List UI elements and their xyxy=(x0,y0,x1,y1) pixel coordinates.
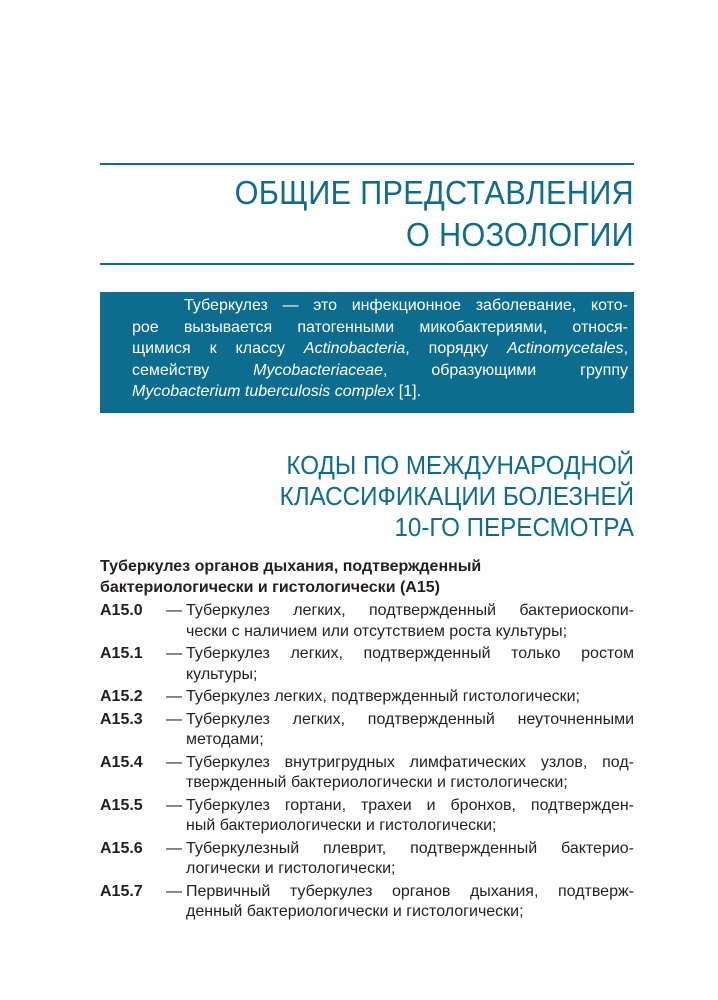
code-description-line: методами; xyxy=(186,731,264,748)
definition-line-1: Туберкулез — это инфекционное заболевание, кото- xyxy=(184,297,628,314)
code-id: A15.1 xyxy=(100,645,143,662)
taxon-order: Actinomycetales xyxy=(507,340,624,358)
code-id: A15.7 xyxy=(100,882,143,900)
code-description xyxy=(186,644,634,685)
group-heading-line-1: Туберкулез органов дыхания, подтвержденный xyxy=(100,558,482,575)
code-description-line: Туберкулез внутригрудных лимфатических узлов, под- xyxy=(186,753,634,771)
code-description-line: денный бактериологически и гистологически; xyxy=(186,903,524,920)
code-description-line: Туберкулезный плеврит, подтвержденный бактерио- xyxy=(186,839,634,857)
code-description-line: чески с наличием или отсутствием роста культуры; xyxy=(186,622,568,640)
section-top-rule xyxy=(100,163,634,165)
section-bottom-rule xyxy=(100,263,634,265)
definition-line-3 xyxy=(132,338,628,360)
definition-text: семейству xyxy=(132,361,254,379)
definition-text: , образующими группу xyxy=(382,361,628,379)
taxon-complex: Mycobacterium tuberculosis complex xyxy=(132,383,395,401)
code-id: A15.2 xyxy=(100,688,143,705)
code-entry xyxy=(100,687,634,708)
code-entry xyxy=(100,644,634,685)
code-description xyxy=(186,882,634,923)
taxon-class: Actinobacteria xyxy=(303,340,406,358)
definition-line-4 xyxy=(132,360,628,382)
code-dash: — xyxy=(166,688,182,705)
code-description xyxy=(186,710,634,751)
codes-section-title xyxy=(132,450,634,543)
group-heading xyxy=(100,556,634,598)
code-id: A15.0 xyxy=(100,602,143,619)
code-description xyxy=(186,753,634,794)
code-id: A15.6 xyxy=(100,839,143,857)
code-dash: — xyxy=(166,839,182,857)
code-description-line: Первичный туберкулез органов дыхания, подтверж- xyxy=(186,882,634,900)
definition-text: щимися к классу xyxy=(132,340,304,358)
code-dash: — xyxy=(166,710,182,728)
code-description xyxy=(186,601,634,642)
definition-line-5 xyxy=(132,381,628,403)
codes-title-line-2: КЛАССИФИКАЦИИ БОЛЕЗНЕЙ xyxy=(279,481,634,511)
code-id: A15.5 xyxy=(100,796,143,814)
section-title-line-1: ОБЩИЕ ПРЕДСТАВЛЕНИЯ xyxy=(234,174,634,211)
definition-text: , порядку xyxy=(405,340,508,358)
code-description xyxy=(186,687,634,708)
code-dash: — xyxy=(166,602,182,619)
code-description-line: культуры; xyxy=(186,665,258,683)
codes-title-line-3: 10-ГО ПЕРЕСМОТРА xyxy=(394,512,634,542)
definition-reference: [1]. xyxy=(394,383,422,401)
code-description-line: Туберкулез легких, подтвержденный гистологически; xyxy=(186,688,580,705)
definition-line-2: рое вызывается патогенными микобактериями, относя- xyxy=(132,318,628,336)
code-description-line: ный бактериологически и гистологически; xyxy=(186,817,497,834)
code-description-line: Туберкулез гортани, трахеи и бронхов, подтвержден- xyxy=(186,796,634,814)
section-title xyxy=(132,172,634,256)
code-description-line: Туберкулез легких, подтвержденный неуточненными xyxy=(186,710,634,728)
code-description-line: логически и гистологически; xyxy=(186,860,396,877)
code-description-line: Туберкулез легких, подтвержденный бактериоскопи- xyxy=(186,602,634,619)
code-entry xyxy=(100,882,634,923)
group-heading-line-2: бактериологически и гистологически (A15) xyxy=(100,579,440,596)
code-entry xyxy=(100,753,634,794)
code-entry xyxy=(100,710,634,751)
code-dash: — xyxy=(166,882,182,900)
code-id: A15.3 xyxy=(100,710,143,728)
code-entry xyxy=(100,601,634,642)
code-dash: — xyxy=(166,753,182,771)
code-description-line: Туберкулез легких, подтвержденный только ростом xyxy=(186,645,634,662)
definition-box xyxy=(100,292,634,413)
code-id: A15.4 xyxy=(100,753,143,771)
codes-title-line-1: КОДЫ ПО МЕЖДУНАРОДНОЙ xyxy=(286,450,634,480)
code-description xyxy=(186,839,634,880)
code-entry xyxy=(100,839,634,880)
code-dash: — xyxy=(166,645,182,662)
taxon-family: Mycobacteriaceae xyxy=(253,361,383,379)
code-dash: — xyxy=(166,796,182,814)
definition-text: , xyxy=(623,340,629,358)
code-description-line: твержденный бактериологически и гистологически; xyxy=(186,774,568,791)
section-title-line-2: О НОЗОЛОГИИ xyxy=(406,216,634,253)
code-entry xyxy=(100,796,634,837)
code-description xyxy=(186,796,634,837)
code-list xyxy=(100,601,634,925)
